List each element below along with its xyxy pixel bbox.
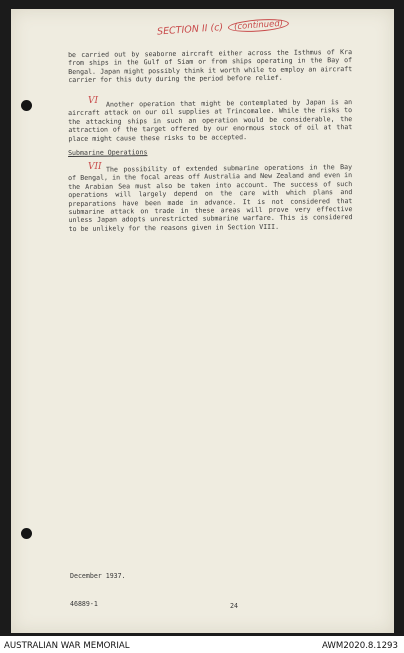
margin-annotation-7: VII — [88, 162, 102, 172]
margin-annotation-6: VI — [88, 96, 99, 106]
heading-submarine-operations: Submarine Operations — [68, 148, 148, 157]
section-label: SECTION II (c) — [156, 22, 224, 38]
paragraph-text: be carried out by seaborne aircraft either across the Isthmus of Kra from ships in the Gulf of Siam or from ships operating in the Bay of Bengal. Japan might possibly think it worth while to employ an aircraft carrier for this duty during the period before relief. — [68, 48, 353, 85]
archive-reference: AWM2020.8.1293 — [322, 641, 398, 651]
paragraph-text: The possibility of extended submarine operations in the Bay of Bengal, in the focal areas off Australia and New Zealand and even in the Arabian Sea must also be taken into account. The success of such operations will largely depend on the care with which plans and preparations have been made in advance. It is not considered that submarine attack on trade in these areas will prove very effective unless Japan adopts unrestricted submarine warfare. This is considered to be unlikely for the reasons given in Section VIII. — [68, 163, 353, 233]
punch-hole-top — [21, 100, 32, 111]
continued-note: (continued) — [228, 17, 290, 33]
paragraph-trincomalee — [68, 98, 352, 143]
paragraph-seaborne-aircraft — [68, 48, 352, 85]
paragraph-submarine — [68, 163, 353, 233]
document-date: December 1937. — [70, 572, 126, 580]
paragraph-text: Another operation that might be contemplated by Japan is an aircraft attack on our oil supplies at Trincomalee. While the risks to the attacking ships in such an operation would be considerable, the attraction of the target offered by our enormous stock of oil at that place might cause these risks to be accepted. — [68, 98, 353, 143]
archive-name: AUSTRALIAN WAR MEMORIAL — [4, 641, 130, 651]
page-number: 24 — [230, 602, 238, 610]
punch-hole-bottom — [21, 528, 32, 539]
print-code: 46889-1 — [70, 600, 98, 608]
